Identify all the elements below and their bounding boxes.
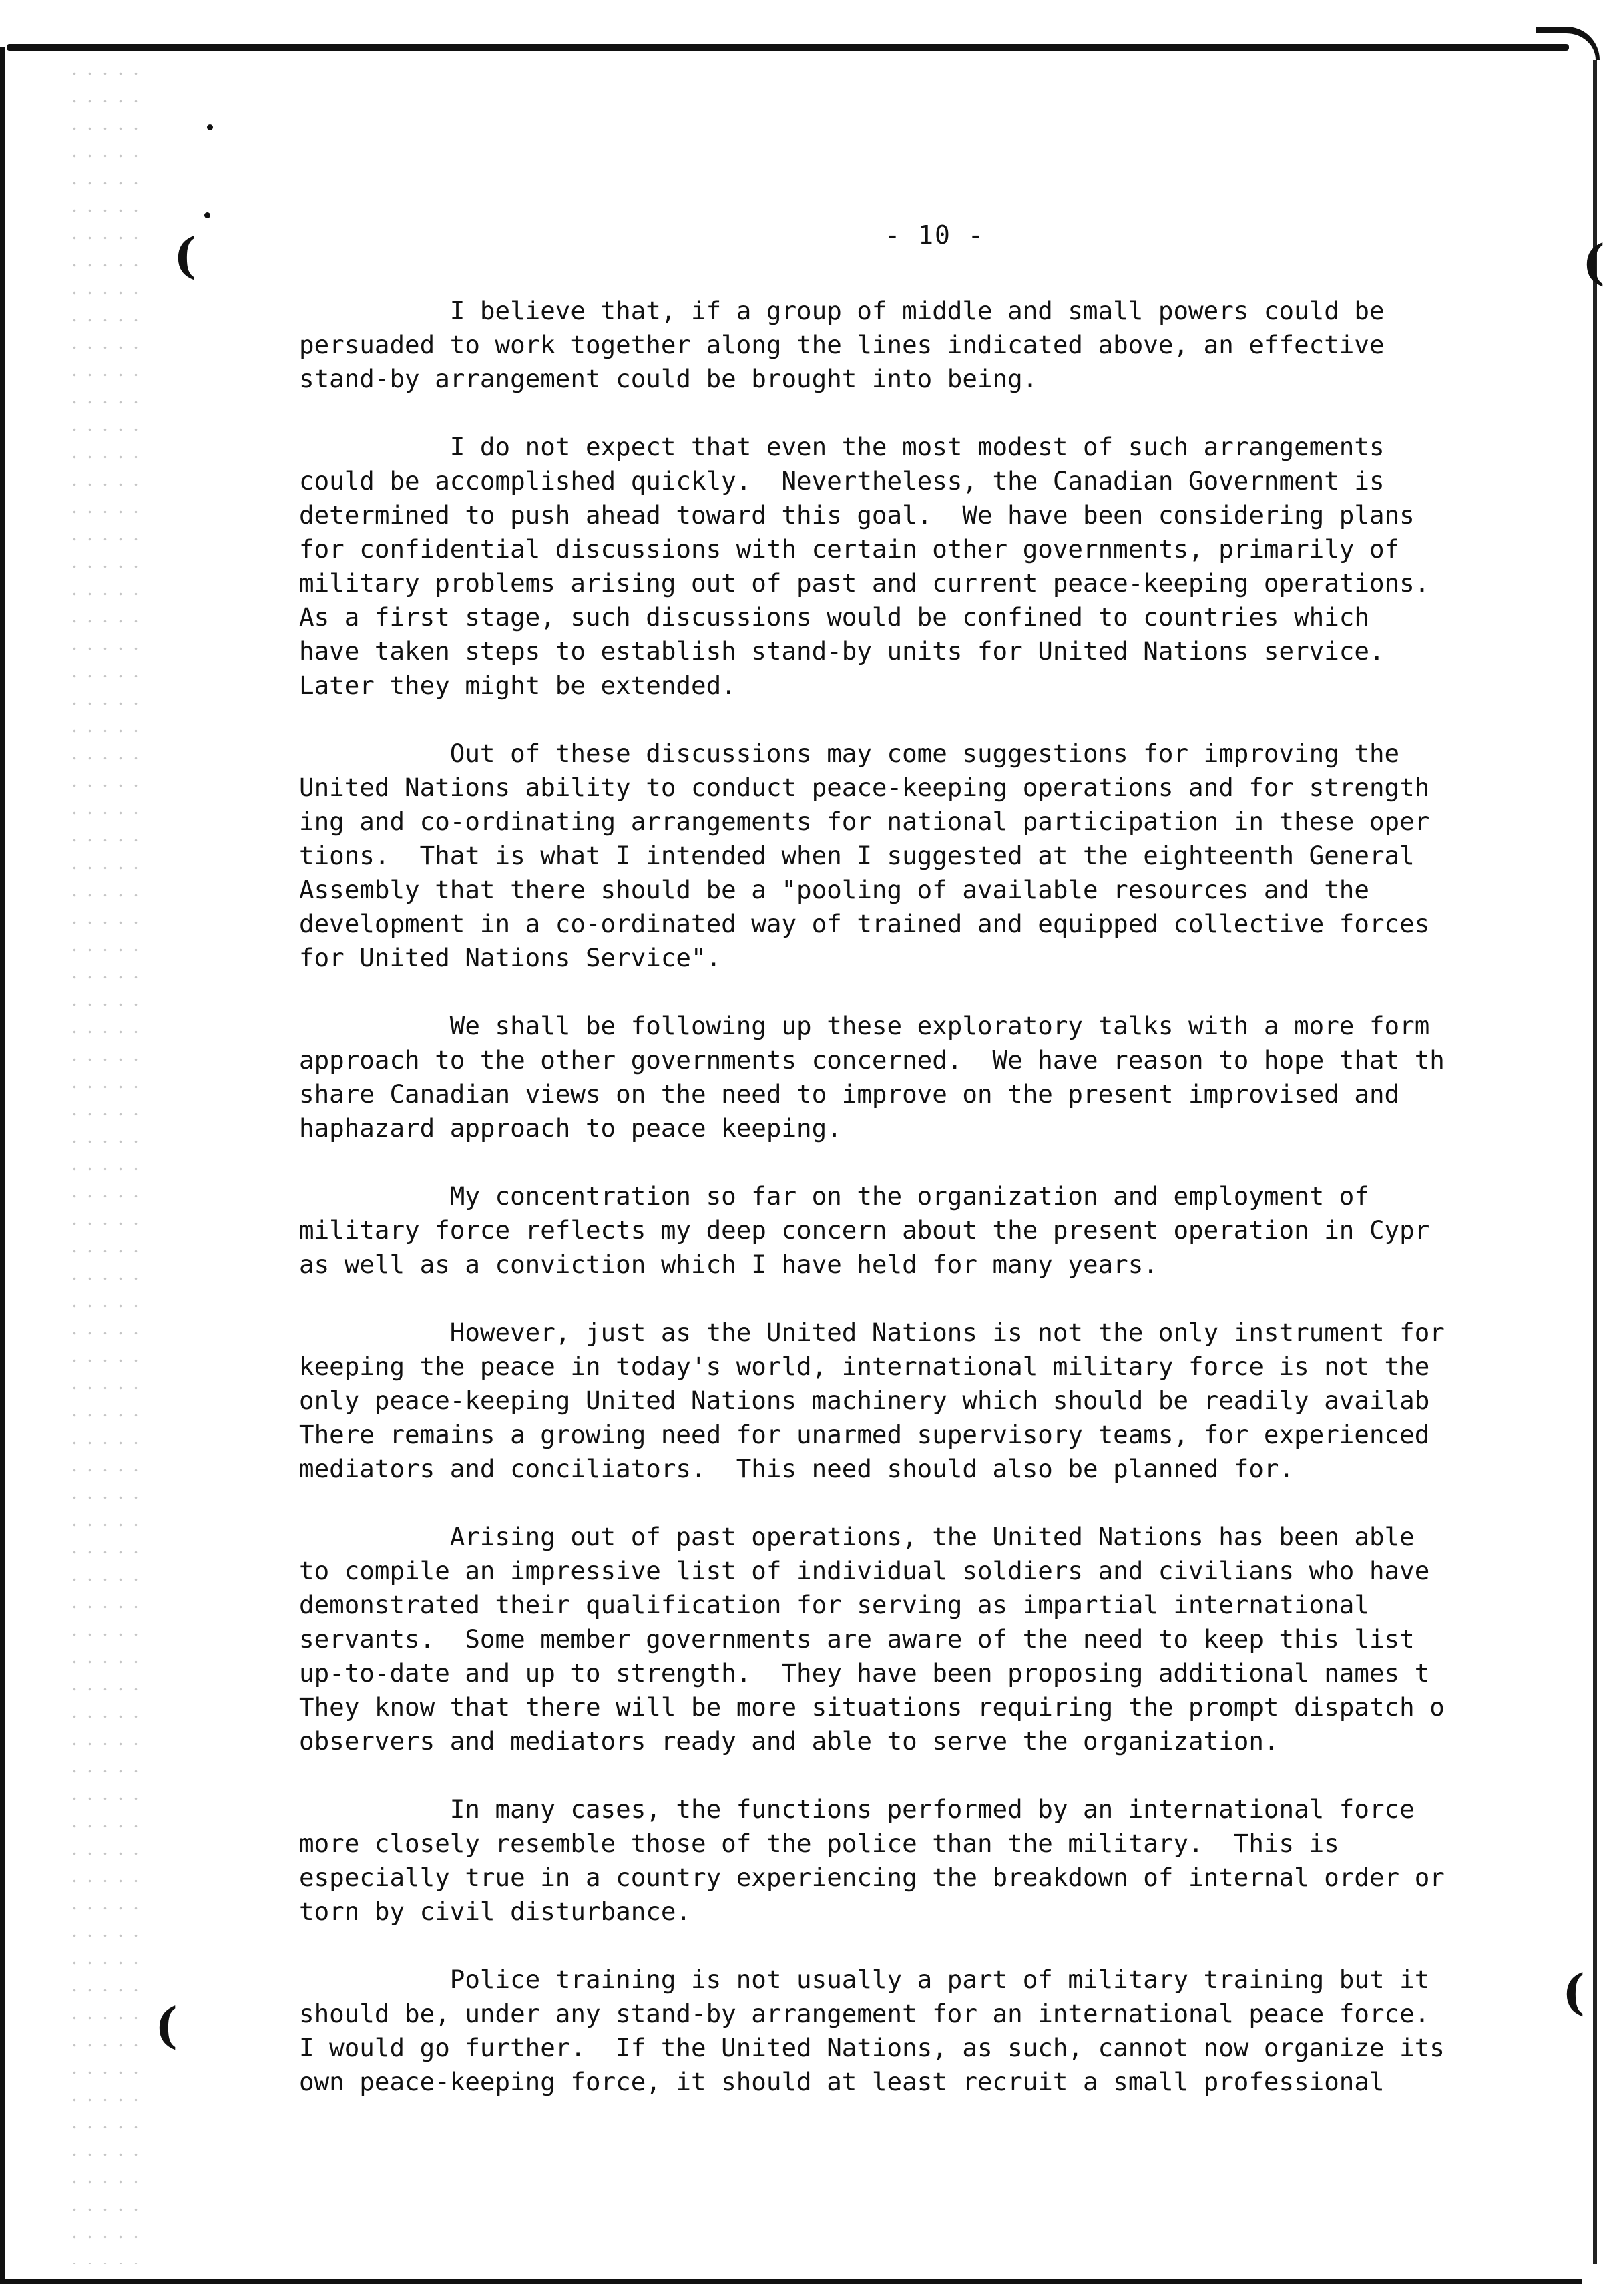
right-border-line bbox=[1593, 60, 1597, 2264]
paragraph bbox=[299, 737, 1561, 975]
text-line: should be, under any stand-by arrangement for an international peace force. bbox=[299, 1999, 1430, 2028]
text-line: military force reflects my deep concern about the present operation in Cypr bbox=[299, 1215, 1430, 1245]
text-line: servants. Some member governments are aware of the need to keep this list bbox=[299, 1624, 1415, 1654]
paragraph bbox=[299, 1179, 1561, 1282]
paragraph bbox=[299, 1520, 1561, 1758]
text-line: determined to push ahead toward this goal. We have been considering plans bbox=[299, 500, 1415, 530]
text-line: In many cases, the functions performed by an international force bbox=[299, 1794, 1415, 1824]
text-line: persuaded to work together along the lines indicated above, an effective bbox=[299, 330, 1385, 359]
text-line: Later they might be extended. bbox=[299, 671, 736, 700]
text-line: Police training is not usually a part of military training but it bbox=[299, 1965, 1430, 1994]
text-line: as well as a conviction which I have held for many years. bbox=[299, 1250, 1158, 1279]
paragraph bbox=[299, 1009, 1561, 1145]
text-line: stand-by arrangement could be brought into being. bbox=[299, 364, 1038, 393]
text-line: ing and co-ordinating arrangements for national participation in these oper bbox=[299, 807, 1430, 836]
paragraph bbox=[299, 1316, 1561, 1486]
text-line: more closely resemble those of the police than the military. This is bbox=[299, 1829, 1339, 1858]
punch-hole-mark: ( bbox=[1582, 234, 1605, 291]
text-line: They know that there will be more situations requiring the prompt dispatch o bbox=[299, 1692, 1445, 1722]
top-border-line bbox=[7, 44, 1569, 51]
text-line: demonstrated their qualification for serving as impartial international bbox=[299, 1590, 1369, 1619]
text-line: have taken steps to establish stand-by units for United Nations service. bbox=[299, 636, 1385, 666]
text-line: torn by civil disturbance. bbox=[299, 1897, 691, 1926]
text-line: Assembly that there should be a "pooling of available resources and the bbox=[299, 875, 1369, 904]
text-line: mediators and conciliators. This need should also be planned for. bbox=[299, 1454, 1295, 1483]
punch-hole-mark: ( bbox=[155, 1997, 178, 2054]
text-line: to compile an impressive list of individual soldiers and civilians who have bbox=[299, 1556, 1430, 1585]
punch-hole-mark: ( bbox=[174, 227, 197, 284]
text-line: Out of these discussions may come suggestions for improving the bbox=[299, 739, 1400, 768]
text-line: I do not expect that even the most modest of such arrangements bbox=[299, 432, 1385, 461]
text-line: I would go further. If the United Nations, as such, cannot now organize its bbox=[299, 2033, 1445, 2062]
punch-hole-mark: ( bbox=[1562, 1963, 1586, 2020]
text-line: share Canadian views on the need to improve on the present improvised and bbox=[299, 1079, 1400, 1109]
text-line: own peace-keeping force, it should at least recruit a small professional bbox=[299, 2067, 1385, 2096]
left-border-line bbox=[0, 47, 5, 2284]
top-right-curl bbox=[1536, 27, 1600, 60]
paragraph bbox=[299, 294, 1561, 396]
text-line: However, just as the United Nations is not the only instrument for bbox=[299, 1318, 1445, 1347]
text-line: We shall be following up these exploratory talks with a more form bbox=[299, 1011, 1430, 1040]
paragraph bbox=[299, 430, 1561, 703]
page-number: - 10 - bbox=[885, 220, 985, 250]
bottom-border-line bbox=[0, 2279, 1582, 2284]
text-line: As a first stage, such discussions would be confined to countries which bbox=[299, 602, 1369, 632]
text-line: My concentration so far on the organization and employment of bbox=[299, 1181, 1369, 1211]
binder-dot bbox=[204, 212, 210, 218]
paragraph bbox=[299, 1963, 1561, 2099]
text-line: keeping the peace in today's world, international military force is not the bbox=[299, 1352, 1430, 1381]
body-text bbox=[299, 294, 1561, 2133]
text-line: There remains a growing need for unarmed supervisory teams, for experienced bbox=[299, 1420, 1430, 1449]
text-line: United Nations ability to conduct peace-keeping operations and for strength bbox=[299, 773, 1430, 802]
text-line: Arising out of past operations, the United Nations has been able bbox=[299, 1522, 1415, 1551]
text-line: for confidential discussions with certain other governments, primarily of bbox=[299, 534, 1400, 564]
margin-speckle bbox=[67, 60, 140, 2264]
text-line: up-to-date and up to strength. They have been proposing additional names t bbox=[299, 1658, 1430, 1688]
text-line: development in a co-ordinated way of trained and equipped collective forces bbox=[299, 909, 1430, 938]
text-line: haphazard approach to peace keeping. bbox=[299, 1113, 842, 1143]
paragraph bbox=[299, 1792, 1561, 1929]
text-line: especially true in a country experiencing the breakdown of internal order or bbox=[299, 1863, 1445, 1892]
text-line: observers and mediators ready and able to serve the organization. bbox=[299, 1726, 1279, 1756]
text-line: for United Nations Service". bbox=[299, 943, 722, 972]
text-line: I believe that, if a group of middle and small powers could be bbox=[299, 296, 1385, 325]
binder-dot bbox=[207, 124, 213, 130]
text-line: military problems arising out of past and current peace-keeping operations. bbox=[299, 568, 1430, 598]
text-line: could be accomplished quickly. Nevertheless, the Canadian Government is bbox=[299, 466, 1385, 496]
text-line: tions. That is what I intended when I suggested at the eighteenth General bbox=[299, 841, 1415, 870]
text-line: approach to the other governments concerned. We have reason to hope that th bbox=[299, 1045, 1445, 1075]
text-line: only peace-keeping United Nations machinery which should be readily availab bbox=[299, 1386, 1430, 1415]
